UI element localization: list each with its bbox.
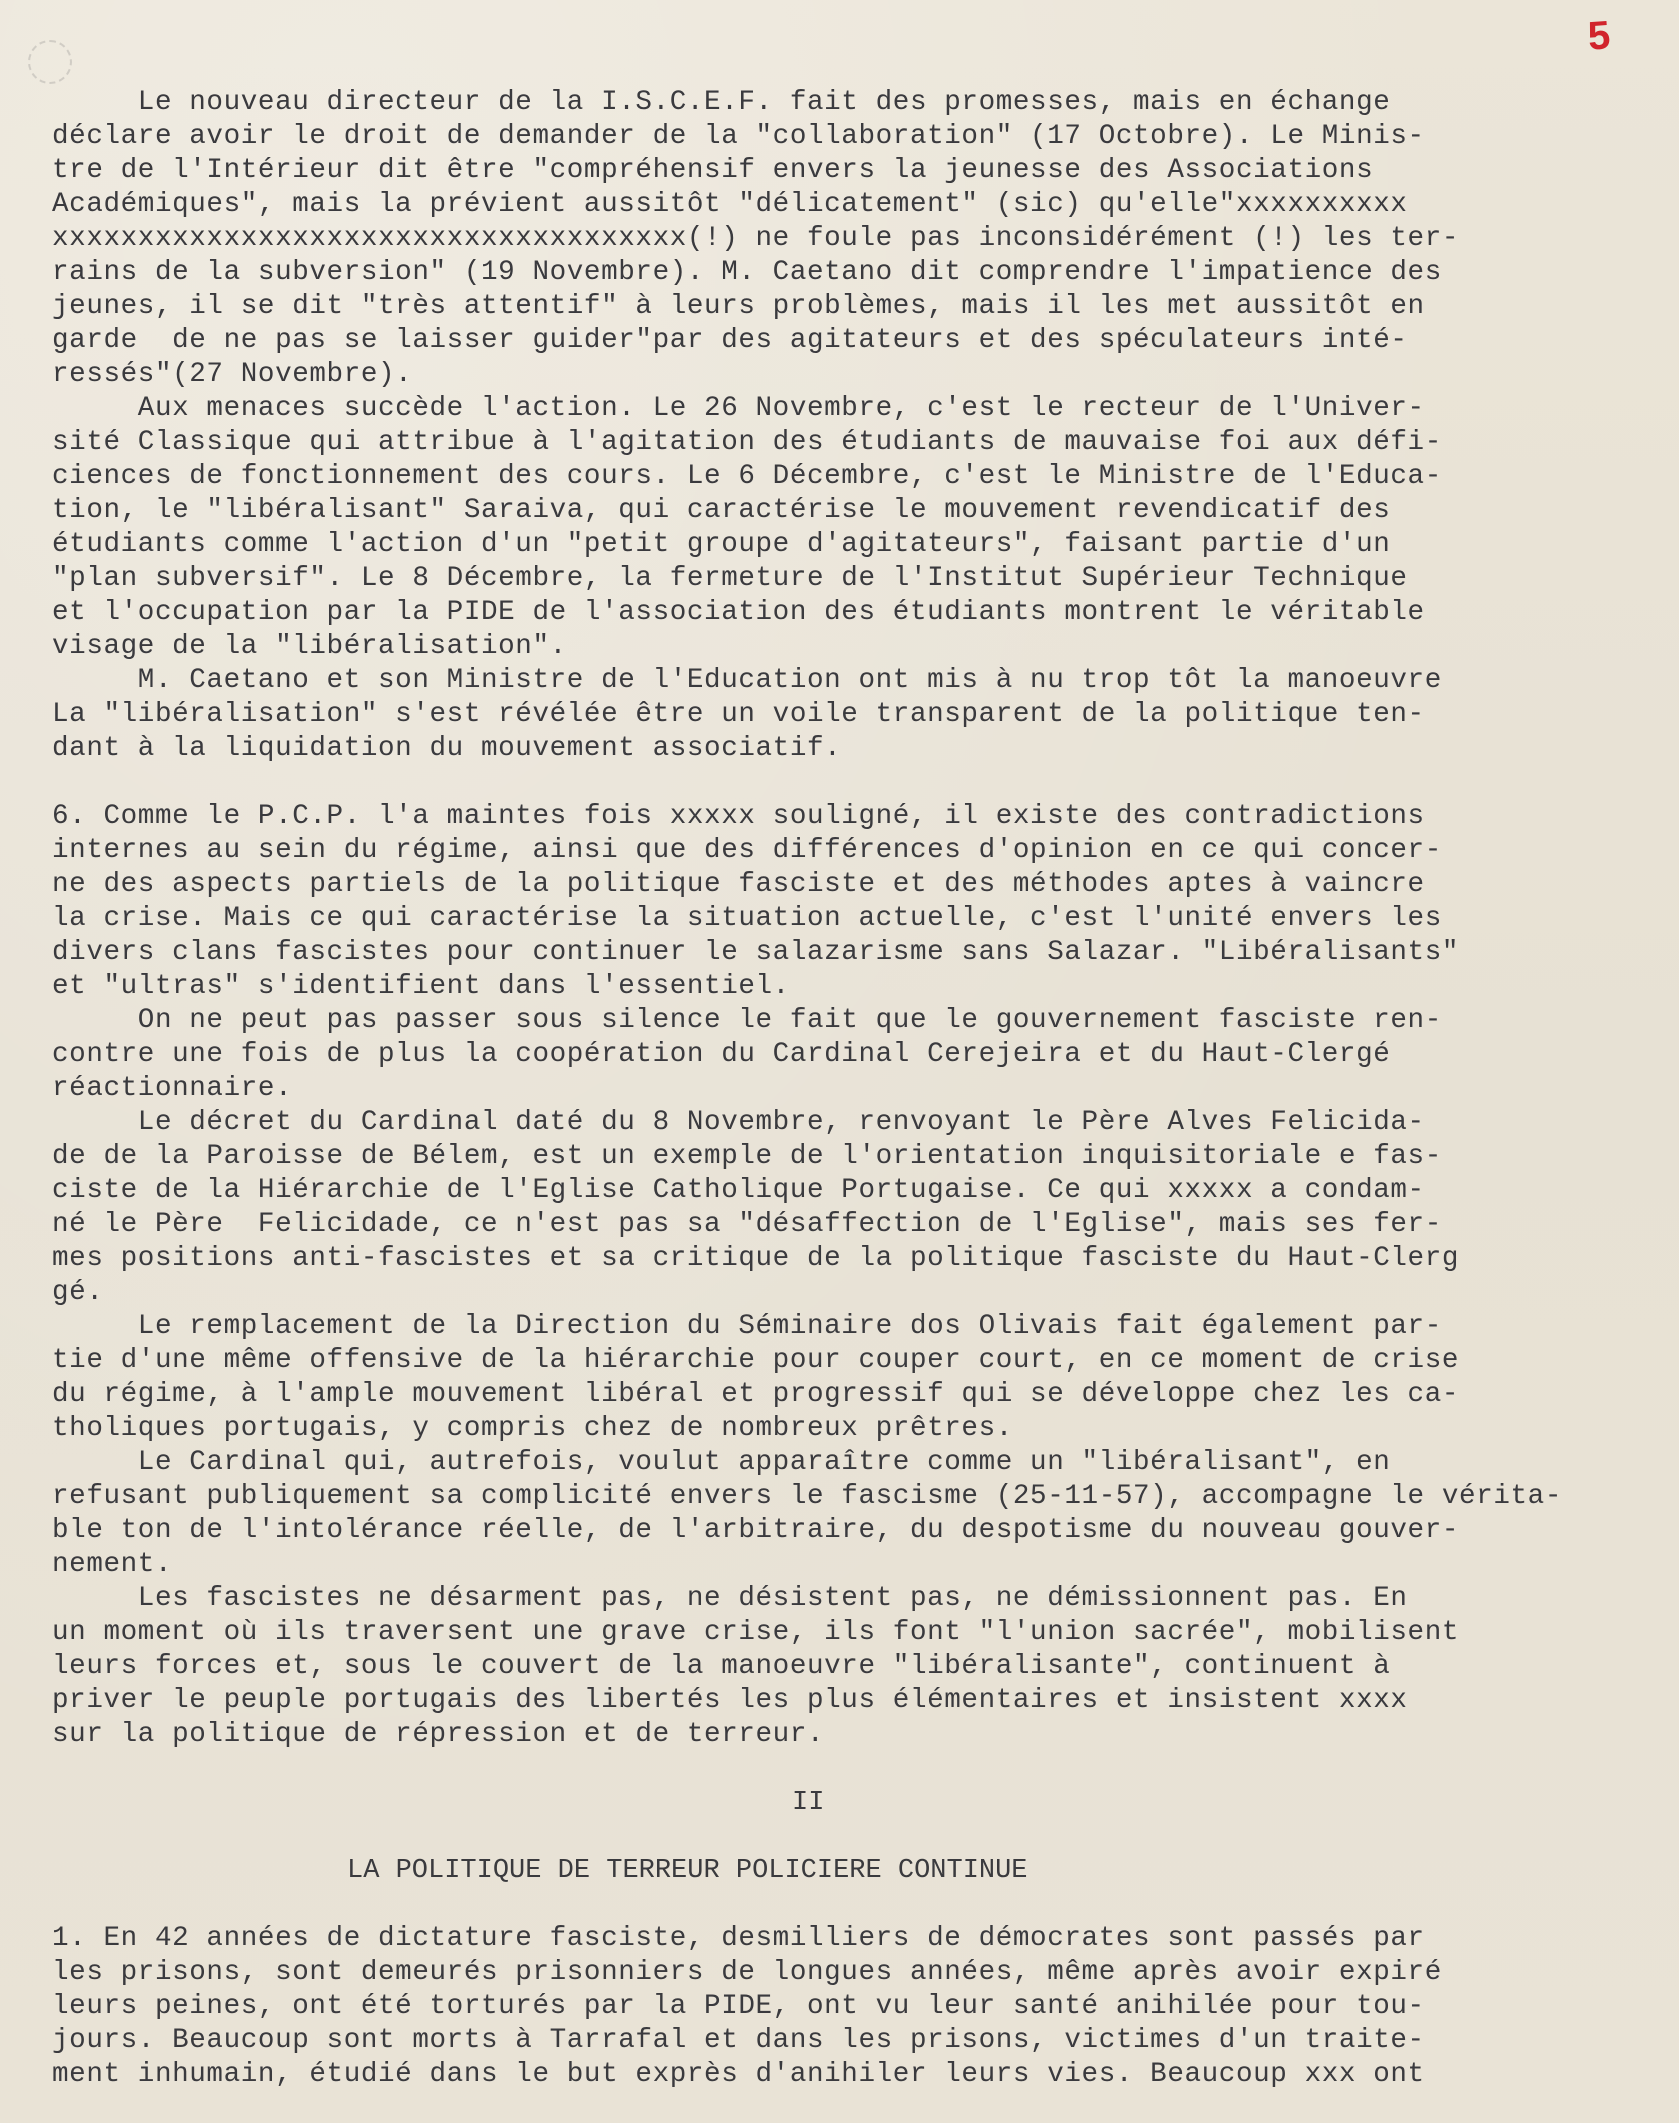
text-line: "plan subversif". Le 8 Décembre, la fermeture de l'Institut Supérieur Technique bbox=[52, 563, 1408, 594]
text-line: étudiants comme l'action d'un "petit groupe d'agitateurs", faisant partie d'un bbox=[52, 529, 1391, 560]
text-line: la crise. Mais ce qui caractérise la situation actuelle, c'est l'unité envers les bbox=[52, 903, 1442, 934]
paragraph-gap bbox=[52, 1888, 1672, 1922]
document-body bbox=[52, 86, 1672, 2092]
text-line: ressés"(27 Novembre). bbox=[52, 359, 413, 390]
text-line: Le nouveau directeur de la I.S.C.E.F. fait des promesses, mais en échange bbox=[52, 87, 1391, 118]
section-title: LA POLITIQUE DE TERREUR POLICIERE CONTINUE bbox=[347, 1856, 1028, 1886]
text-line: tion, le "libéralisant" Saraiva, qui caractérise le mouvement revendicatif des bbox=[52, 495, 1391, 526]
text-line: 1. En 42 années de dictature fasciste, desmilliers de démocrates sont passés par bbox=[52, 1923, 1425, 1954]
paragraph bbox=[52, 1310, 1672, 1446]
paragraph-gap bbox=[52, 1820, 1672, 1854]
text-line: et "ultras" s'identifient dans l'essentiel. bbox=[52, 971, 790, 1002]
text-line: gé. bbox=[52, 1277, 104, 1308]
paragraph bbox=[52, 1004, 1672, 1106]
text-line: de de la Paroisse de Bélem, est un exemple de l'orientation inquisitoriale e fas- bbox=[52, 1141, 1442, 1172]
text-line: Le remplacement de la Direction du Séminaire dos Olivais fait également par- bbox=[52, 1311, 1442, 1342]
section-numeral: II bbox=[792, 1788, 825, 1818]
text-line: né le Père Felicidade, ce n'est pas sa "désaffection de l'Eglise", mais ses fer- bbox=[52, 1209, 1442, 1240]
paragraph bbox=[52, 392, 1672, 664]
text-line: mes positions anti-fascistes et sa critique de la politique fasciste du Haut-Clerg bbox=[52, 1243, 1460, 1274]
text-line: La "libéralisation" s'est révélée être un voile transparent de la politique ten- bbox=[52, 699, 1425, 730]
text-line: ciences de fonctionnement des cours. Le 6 Décembre, c'est le Ministre de l'Educa- bbox=[52, 461, 1442, 492]
text-line: ment inhumain, étudié dans le but exprès d'anihiler leurs vies. Beaucoup xxx ont bbox=[52, 2059, 1425, 2090]
text-line: sur la politique de répression et de terreur. bbox=[52, 1719, 825, 1750]
paragraph bbox=[52, 1106, 1672, 1310]
text-line: M. Caetano et son Ministre de l'Education ont mis à nu trop tôt la manoeuvre bbox=[52, 665, 1442, 696]
text-line: les prisons, sont demeurés prisonniers de longues années, même après avoir expiré bbox=[52, 1957, 1442, 1988]
paragraph bbox=[52, 800, 1672, 1004]
text-line: contre une fois de plus la coopération du Cardinal Cerejeira et du Haut-Clergé bbox=[52, 1039, 1391, 1070]
text-line: Aux menaces succède l'action. Le 26 Novembre, c'est le recteur de l'Univer- bbox=[52, 393, 1425, 424]
text-line: ne des aspects partiels de la politique fasciste et des méthodes aptes à vaincre bbox=[52, 869, 1425, 900]
text-line: sité Classique qui attribue à l'agitation des étudiants de mauvaise foi aux défi- bbox=[52, 427, 1442, 458]
text-line: du régime, à l'ample mouvement libéral et progressif qui se développe chez les ca- bbox=[52, 1379, 1460, 1410]
paragraph bbox=[52, 1446, 1672, 1582]
text-line: tholiques portugais, y compris chez de nombreux prêtres. bbox=[52, 1413, 1013, 1444]
text-line: divers clans fascistes pour continuer le salazarisme sans Salazar. "Libéralisants" bbox=[52, 937, 1460, 968]
text-line: ciste de la Hiérarchie de l'Eglise Catholique Portugaise. Ce qui xxxxx a condam- bbox=[52, 1175, 1425, 1206]
text-line: nement. bbox=[52, 1549, 173, 1580]
paragraph bbox=[52, 1582, 1672, 1752]
text-line: Le Cardinal qui, autrefois, voulut apparaître comme un "libéralisant", en bbox=[52, 1447, 1391, 1478]
text-line: un moment où ils traversent une grave crise, ils font "l'union sacrée", mobilisent bbox=[52, 1617, 1460, 1648]
text-line: leurs peines, ont été torturés par la PIDE, ont vu leur santé anihilée pour tou- bbox=[52, 1991, 1425, 2022]
text-line: On ne peut pas passer sous silence le fait que le gouvernement fasciste ren- bbox=[52, 1005, 1442, 1036]
text-line: internes au sein du régime, ainsi que des différences d'opinion en ce qui concer- bbox=[52, 835, 1442, 866]
staple-mark bbox=[28, 40, 72, 84]
text-line: déclare avoir le droit de demander de la "collaboration" (17 Octobre). Le Minis- bbox=[52, 121, 1425, 152]
text-line: Les fascistes ne désarment pas, ne désistent pas, ne démissionnent pas. En bbox=[52, 1583, 1408, 1614]
text-line: réactionnaire. bbox=[52, 1073, 293, 1104]
text-line: Le décret du Cardinal daté du 8 Novembre, renvoyant le Père Alves Felicida- bbox=[52, 1107, 1425, 1138]
text-line: xxxxxxxxxxxxxxxxxxxxxxxxxxxxxxxxxxxxx(!) ne foule pas inconsidérément (!) les ter- bbox=[52, 223, 1460, 254]
text-line: 6. Comme le P.C.P. l'a maintes fois xxxxx souligné, il existe des contradictions bbox=[52, 801, 1425, 832]
text-line: dant à la liquidation du mouvement associatif. bbox=[52, 733, 842, 764]
text-line: ble ton de l'intolérance réelle, de l'arbitraire, du despotisme du nouveau gouver- bbox=[52, 1515, 1460, 1546]
text-line: Académiques", mais la prévient aussitôt "délicatement" (sic) qu'elle"xxxxxxxxxx bbox=[52, 189, 1408, 220]
page-number: 5 bbox=[1586, 13, 1612, 59]
text-line: visage de la "libéralisation". bbox=[52, 631, 567, 662]
paragraph-gap bbox=[52, 766, 1672, 800]
text-line: garde de ne pas se laisser guider"par des agitateurs et des spéculateurs inté- bbox=[52, 325, 1408, 356]
text-line: et l'occupation par la PIDE de l'association des étudiants montrent le véritable bbox=[52, 597, 1425, 628]
text-line: rains de la subversion" (19 Novembre). M. Caetano dit comprendre l'impatience des bbox=[52, 257, 1442, 288]
paragraph bbox=[52, 664, 1672, 766]
text-line: refusant publiquement sa complicité envers le fascisme (25-11-57), accompagne le vérita- bbox=[52, 1481, 1562, 1512]
text-line: leurs forces et, sous le couvert de la manoeuvre "libéralisante", continuent à bbox=[52, 1651, 1391, 1682]
text-line: jeunes, il se dit "très attentif" à leurs problèmes, mais il les met aussitôt en bbox=[52, 291, 1425, 322]
paragraph bbox=[52, 86, 1672, 392]
text-line: tie d'une même offensive de la hiérarchie pour couper court, en ce moment de crise bbox=[52, 1345, 1460, 1376]
text-line: priver le peuple portugais des libertés les plus élémentaires et insistent xxxx bbox=[52, 1685, 1408, 1716]
paragraph-gap bbox=[52, 1752, 1672, 1786]
text-line: tre de l'Intérieur dit être "compréhensif envers la jeunesse des Associations bbox=[52, 155, 1374, 186]
paragraph bbox=[52, 1922, 1672, 2092]
text-line: jours. Beaucoup sont morts à Tarrafal et dans les prisons, victimes d'un traite- bbox=[52, 2025, 1425, 2056]
